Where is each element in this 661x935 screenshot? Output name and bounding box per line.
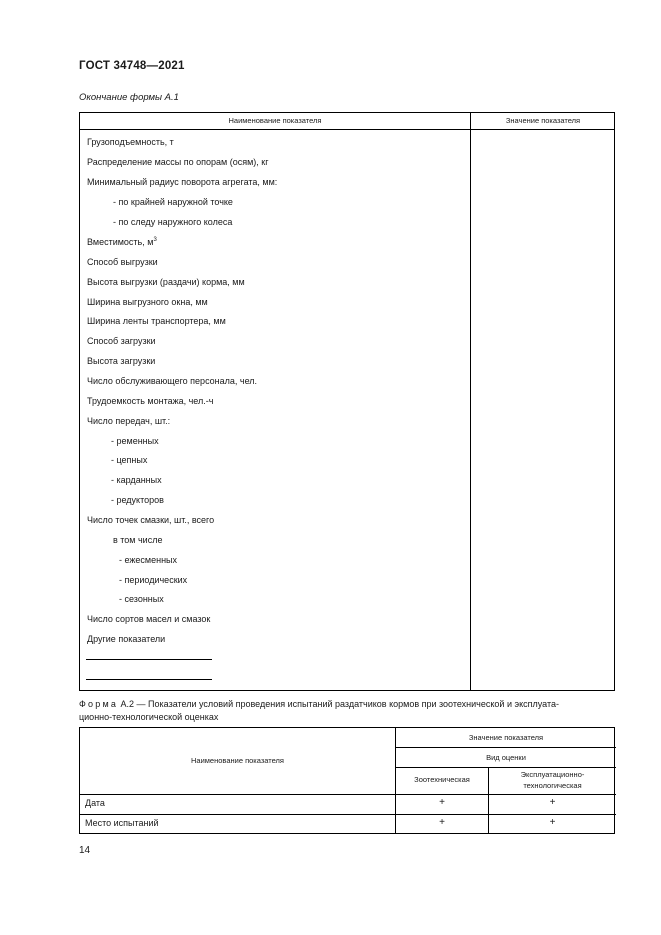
form-a2-row-label: Дата — [85, 798, 105, 808]
row-cardan-drives: - карданных — [111, 475, 162, 485]
row-seasonal: - сезонных — [119, 594, 164, 604]
row-personnel: Число обслуживающего персонала, чел. — [87, 376, 258, 386]
form-a2-col-value-header: Значение показателя — [468, 733, 544, 742]
form-a2-plus-mark: + — [549, 817, 556, 828]
column-divider — [470, 113, 471, 690]
form-a2-table — [79, 727, 615, 834]
row-outer-wheel-track: - по следу наружного колеса — [113, 217, 233, 227]
row-transmissions: Число передач, шт.: — [87, 416, 171, 426]
row-per-shift: - ежесменных — [119, 555, 178, 565]
row-window-width: Ширина выгрузного окна, мм — [87, 297, 208, 307]
row-lubrication-points: Число точек смазки, шт., всего — [87, 515, 215, 525]
row-loading-height: Высота загрузки — [87, 356, 156, 366]
form-a2-col-zoo: Зоотехническая — [414, 775, 470, 784]
form-a1-table — [79, 112, 615, 691]
row-unloading-height: Высота выгрузки (раздачи) корма, мм — [87, 277, 245, 287]
form-a2-row-label: Место испытаний — [85, 818, 159, 828]
capacity-volume-label: Вместимость, м — [87, 237, 154, 247]
capacity-volume-sup: 3 — [153, 237, 157, 243]
row-chain-drives: - цепных — [111, 455, 148, 465]
form-a2-caption-word: Форма — [79, 699, 119, 709]
row-divider — [395, 767, 616, 768]
row-belt-drives: - ременных — [111, 436, 159, 446]
form-a2-subheader: Вид оценки — [486, 753, 526, 762]
row-mounting-labor: Трудоемкость монтажа, чел.-ч — [87, 396, 214, 406]
row-gearboxes: - редукторов — [111, 495, 164, 505]
form-a2-col-expl-2: технологическая — [523, 781, 582, 790]
form-a2-caption — [79, 698, 617, 724]
form-a2-plus-mark: + — [549, 797, 556, 808]
form-a1-caption: Окончание формы А.1 — [79, 92, 179, 103]
row-min-turn-radius: Минимальный радиус поворота агрегата, мм: — [87, 177, 278, 187]
row-periodic: - периодических — [119, 575, 188, 585]
row-mass-distribution: Распределение массы по опорам (осям), кг — [87, 157, 269, 167]
row-loading-method: Способ загрузки — [87, 336, 156, 346]
row-other-indicators: Другие показатели — [87, 634, 166, 644]
blank-entry-line — [86, 659, 212, 660]
row-oil-grades: Число сортов масел и смазок — [87, 614, 211, 624]
form-a1-col-value-header: Значение показателя — [505, 116, 581, 125]
form-a1-col-name-header: Наименование показателя — [228, 116, 322, 125]
form-a2-plus-mark: + — [439, 817, 445, 828]
row-capacity-volume — [87, 234, 157, 250]
row-load-capacity: Грузоподъемность, т — [87, 137, 174, 147]
row-outer-point: - по крайней наружной точке — [113, 197, 233, 207]
form-a2-col-expl-1: Эксплуатационно- — [520, 770, 585, 779]
row-divider — [395, 747, 616, 748]
document-title: ГОСТ 34748—2021 — [79, 60, 185, 72]
row-including: в том числе — [113, 535, 163, 545]
row-belt-width: Ширина ленты транспортера, мм — [87, 316, 226, 326]
page-number: 14 — [79, 845, 91, 856]
row-unloading-method: Способ выгрузки — [87, 257, 158, 267]
form-a2-caption-line1: А.2 — Показатели условий проведения испытаний раздатчиков кормов при зоотехнической и эксплуата- — [118, 699, 559, 709]
blank-entry-line — [86, 679, 212, 680]
form-a2-plus-mark: + — [439, 797, 445, 808]
row-divider — [80, 794, 616, 795]
row-divider — [80, 814, 616, 815]
form-a2-caption-line2: ционно-технологической оценках — [79, 712, 219, 722]
form-a2-col-name-header: Наименование показателя — [191, 756, 284, 765]
